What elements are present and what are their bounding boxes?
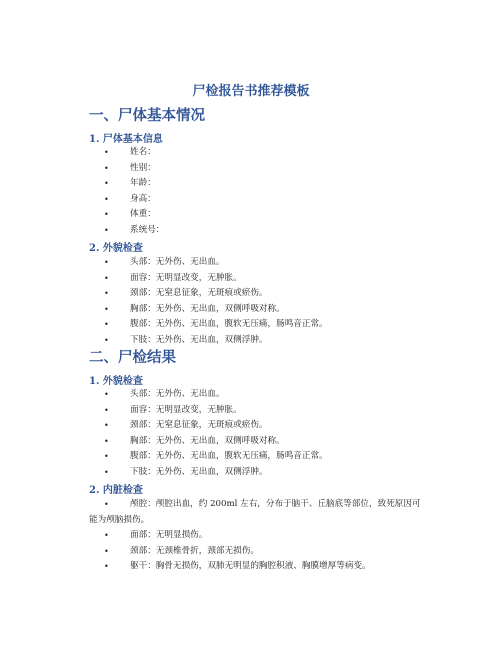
list-item: • 姓名：: [0, 145, 502, 161]
list-item: • 年龄：: [0, 176, 502, 192]
list-item: • 颈部：无窒息征象，无斑痕或瘀伤。: [0, 418, 502, 434]
bullet-icon: •: [104, 390, 109, 399]
list-item: • 胸部：无外伤、无出血，双侧呼吸对称。: [0, 302, 502, 318]
bullet-icon: •: [104, 546, 109, 556]
subsection-heading-appearance: 2. 外貌检查: [89, 243, 143, 254]
bullet-icon: •: [104, 304, 109, 314]
list-item: • 颈部：无窒息征象，无斑痕或瘀伤。: [0, 286, 502, 302]
list-item: • 面容：无明显改变，无肿胀。: [0, 271, 502, 287]
body-info-list: [0, 145, 502, 239]
bullet-icon: •: [104, 452, 109, 462]
subsection-heading-body-info: 1. 尸体基本信息: [89, 134, 163, 145]
list-item: • 头部：无外伤、无出血。: [0, 255, 502, 271]
list-item: • 胸部：无外伤、无出血，双侧呼吸对称。: [0, 434, 502, 450]
list-item: • 躯干：胸骨无损伤，双肺无明显的胸腔积液、胸膜增厚等病变。: [0, 559, 502, 575]
list-item: • 系统号：: [0, 223, 502, 239]
list-item: • 身高：: [0, 192, 502, 208]
list-item: • 面容：无明显改变，无肿胀。: [0, 403, 502, 419]
bullet-icon: •: [104, 258, 109, 267]
bullet-icon: •: [104, 148, 109, 157]
list-item: • 下肢：无外伤、无出血，双侧浮肿。: [0, 465, 502, 481]
list-item: • 腹部：无外伤、无出血，腹软无压痛，肠鸣音正常。: [0, 317, 502, 333]
bullet-icon: •: [104, 531, 109, 540]
section-heading-basic-info: 一、尸体基本情况: [89, 107, 205, 124]
bullet-icon: •: [104, 335, 109, 345]
subsection-heading-appearance-2: 1. 外貌检查: [89, 376, 143, 387]
bullet-icon: •: [104, 500, 109, 509]
document-title: 尸检报告书推荐模板: [192, 84, 310, 99]
list-item: • 面部：无明显损伤。: [0, 528, 502, 544]
bullet-icon: •: [104, 320, 109, 330]
list-item: • 颅腔：颅腔出血，约 200ml 左右，分布于脑干、丘脑底等部位，致死原因可能为颅脑损伤。: [89, 499, 421, 525]
bullet-icon: •: [104, 194, 109, 204]
list-item: • 体重：: [0, 207, 502, 223]
section-heading-autopsy-results: 二、尸检结果: [89, 349, 176, 366]
list-item: • 性别：: [0, 161, 502, 177]
bullet-icon: •: [104, 421, 109, 431]
bullet-icon: •: [104, 562, 109, 572]
list-item: • 颈部：无颈椎骨折，颈部无损伤。: [0, 544, 502, 560]
bullet-icon: •: [104, 405, 109, 415]
bullet-icon: •: [104, 273, 109, 283]
list-item: • 下肢：无外伤、无出血，双侧浮肿。: [0, 333, 502, 349]
bullet-icon: •: [104, 210, 109, 220]
bullet-icon: •: [104, 179, 109, 189]
appearance-list: [0, 255, 502, 349]
list-item: • 腹部：无外伤、无出血，腹软无压痛，肠鸣音正常。: [0, 449, 502, 465]
bullet-icon: •: [104, 163, 109, 173]
subsection-heading-organs: 2. 内脏检查: [89, 485, 143, 496]
bullet-icon: •: [104, 289, 109, 299]
bullet-icon: •: [104, 225, 109, 235]
bullet-icon: •: [104, 467, 109, 477]
bullet-icon: •: [104, 436, 109, 446]
list-item: • 头部：无外伤、无出血。: [0, 387, 502, 403]
organs-list: [0, 497, 502, 575]
appearance-results-list: [0, 387, 502, 481]
